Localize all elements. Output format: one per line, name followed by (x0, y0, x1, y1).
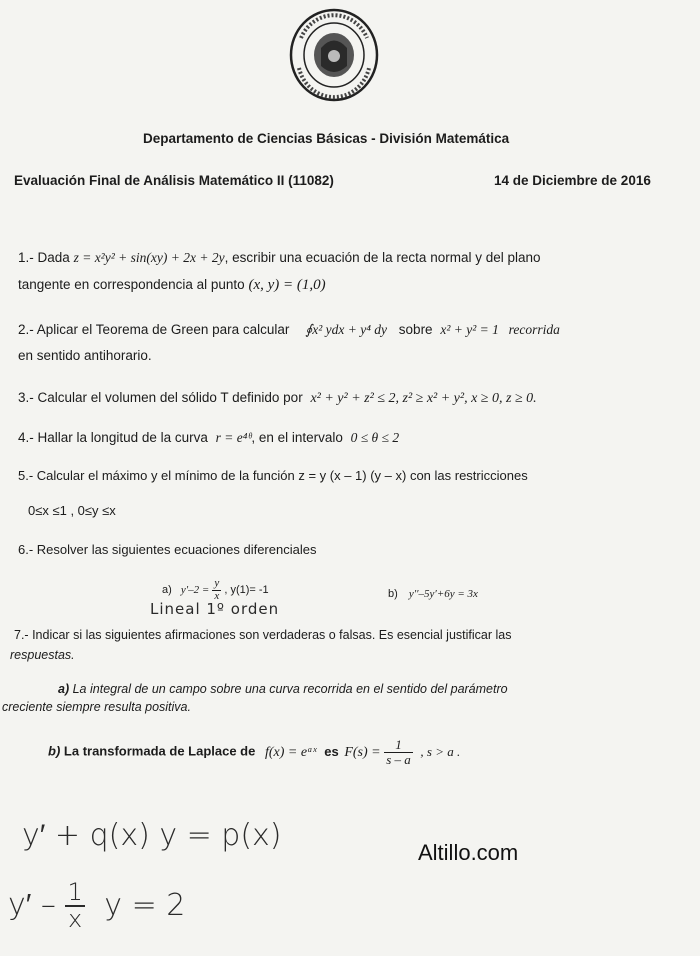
q2-integral: ∮x² ydx + y⁴ dy (305, 322, 388, 337)
q1-line2: tangente en correspondencia al punto (18, 277, 245, 292)
q7b-fraction (384, 738, 413, 766)
question-1-line2 (18, 277, 326, 294)
q1-pre: Dada (37, 250, 70, 265)
question-5 (18, 468, 528, 483)
q6a-fraction (212, 578, 221, 602)
watermark: Altillo.com (418, 840, 519, 865)
q1-number: 1.- (18, 250, 34, 265)
q6-part-a (162, 578, 269, 602)
q7a-text: La integral de un campo sobre una curva recorrida en el sentido del parámetro (72, 682, 508, 696)
q6-number: 6.- (18, 542, 34, 557)
q6a-denominator: x (214, 589, 220, 602)
q1-text: , escribir una ecuación de la recta normal y del plano (224, 250, 541, 265)
q7-part-b (48, 738, 460, 766)
hw2-denominator: x (68, 905, 83, 934)
q7-line2: respuestas. (10, 648, 75, 662)
q7b-label: b) (48, 743, 61, 759)
q6-handwritten-note: Lineal 1º orden (150, 600, 280, 618)
q7b-denominator: s – a (386, 751, 411, 767)
q6a-numerator: y (214, 577, 220, 589)
q1-formula: z = x²y² + sin(xy) + 2x + 2y (73, 250, 225, 265)
q5-number: 5.- (18, 468, 34, 483)
q7-text: Indicar si las siguientes afirmaciones son verdaderas o falsas. Es esencial justificar las (32, 628, 512, 642)
department-heading: Departamento de Ciencias Básicas - División Matemática (143, 131, 510, 146)
q4-number: 4.- (18, 430, 34, 445)
q7-number: 7.- (14, 628, 29, 642)
q7a-line2: creciente siempre resulta positiva. (2, 700, 191, 714)
question-2 (18, 322, 560, 338)
q7b-condition: , s > a . (420, 743, 461, 759)
university-seal (289, 8, 379, 103)
hw2-post: y = 2 (104, 887, 186, 923)
handwritten-equation-2 (8, 880, 185, 932)
q6b-label: b) (388, 588, 398, 600)
q6-part-b (388, 588, 478, 600)
q6-text: Resolver las siguientes ecuaciones diferenciales (36, 542, 317, 557)
q3-text: Calcular el volumen del sólido T definido por (37, 390, 303, 405)
q1-point: (x, y) = (1,0) (248, 277, 326, 293)
q3-number: 3.- (18, 390, 34, 405)
q6a-pre: y′–2 = (180, 583, 210, 596)
q7-part-a (58, 682, 508, 696)
question-4 (18, 430, 399, 446)
q6a-label: a) (162, 583, 172, 596)
q7b-text: La transformada de Laplace de (63, 743, 256, 759)
q3-formula: x² + y² + z² ≤ 2, z² ≥ x² + y², x ≥ 0, z ≥ 0. (310, 391, 537, 406)
q5-line2: 0≤x ≤1 , 0≤y ≤x (28, 503, 116, 518)
q7b-function: f(x) = eᵃˣ (264, 744, 317, 760)
hw2-pre: y′ – (8, 887, 56, 923)
q2-curve: x² + y² = 1 (440, 322, 499, 337)
q7a-label: a) (58, 682, 70, 696)
q2-end: recorrida (508, 322, 560, 337)
handwritten-equation-1: y′ + q(x) y = p(x) (22, 818, 282, 853)
question-3 (18, 390, 537, 407)
exam-title: Evaluación Final de Análisis Matemático II (11082) (14, 173, 334, 188)
q2-line2: en sentido antihorario. (18, 348, 152, 363)
q2-number: 2.- (18, 322, 34, 337)
q6b-formula: y′′–5y′+6y = 3x (408, 588, 478, 600)
q4-mid: , en el intervalo (251, 430, 343, 445)
hw2-numerator: 1 (67, 878, 83, 906)
q4-interval: 0 ≤ θ ≤ 2 (350, 430, 400, 445)
hw2-fraction (65, 880, 84, 932)
question-7 (14, 628, 511, 642)
q6a-post: , y(1)= -1 (224, 583, 269, 596)
q4-formula: r = e⁴ᶿ (215, 430, 252, 445)
exam-date: 14 de Diciembre de 2016 (494, 173, 651, 188)
q7b-es: es (324, 743, 339, 759)
q5-text: Calcular el máximo y el mínimo de la función z = y (x – 1) (y – x) con las restricciones (36, 468, 528, 483)
question-1 (18, 250, 541, 266)
q7b-numerator: 1 (384, 738, 413, 753)
q7b-transform: F(s) = (344, 744, 381, 760)
q4-text: Hallar la longitud de la curva (37, 430, 208, 445)
q2-text: Aplicar el Teorema de Green para calcular (36, 322, 290, 337)
q2-mid: sobre (398, 322, 433, 337)
question-6 (18, 542, 316, 557)
